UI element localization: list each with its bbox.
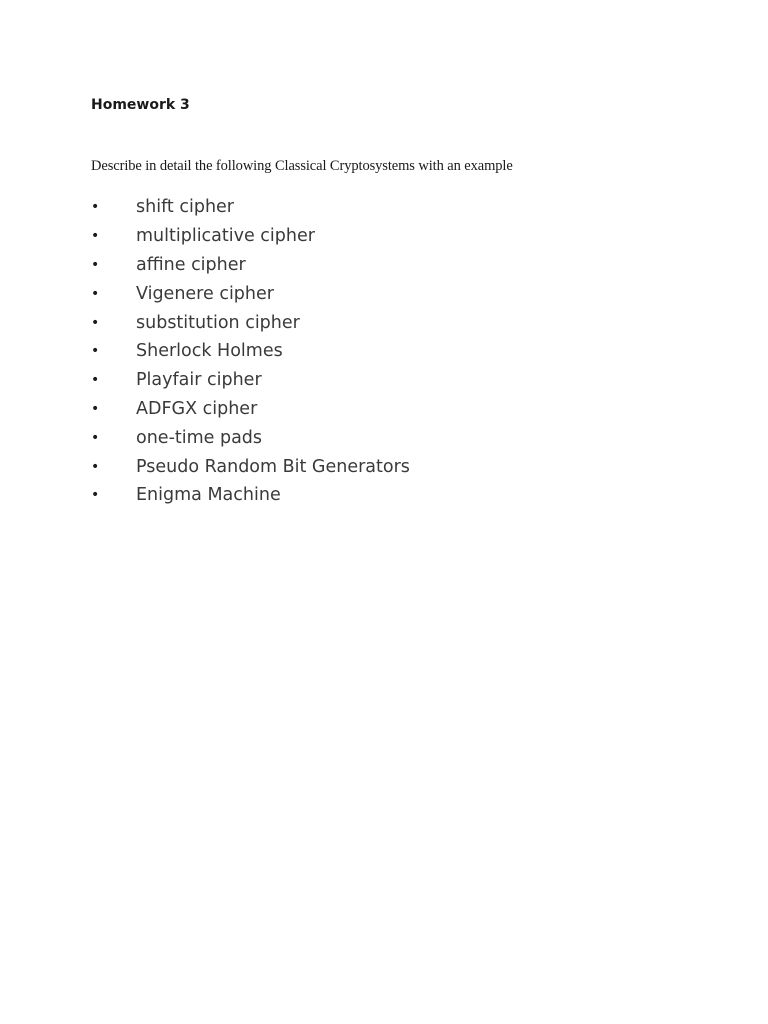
topic-label: substitution cipher [136, 312, 300, 333]
list-item [91, 481, 410, 510]
bullet-icon: • [91, 400, 100, 417]
list-item [91, 337, 410, 366]
topic-label: multiplicative cipher [136, 226, 315, 247]
bullet-icon: • [91, 228, 100, 245]
list-item [91, 452, 410, 481]
topic-list [91, 193, 410, 510]
topic-label: Playfair cipher [136, 370, 262, 391]
bullet-icon: • [91, 487, 100, 504]
assignment-instruction: Describe in detail the following Classical Cryptosystems with an example [91, 158, 513, 174]
topic-label: ADFGX cipher [136, 398, 258, 419]
list-item [91, 308, 410, 337]
list-item [91, 251, 410, 280]
bullet-icon: • [91, 458, 100, 475]
page-title: Homework 3 [91, 97, 190, 113]
bullet-icon: • [91, 429, 100, 446]
list-item [91, 193, 410, 222]
bullet-icon: • [91, 372, 100, 389]
bullet-icon: • [91, 285, 100, 302]
topic-label: Vigenere cipher [136, 283, 274, 304]
bullet-icon: • [91, 314, 100, 331]
topic-label: affine cipher [136, 254, 246, 275]
list-item [91, 279, 410, 308]
bullet-icon: • [91, 199, 100, 216]
list-item [91, 423, 410, 452]
topic-label: Pseudo Random Bit Generators [136, 456, 410, 477]
topic-label: shift cipher [136, 197, 234, 218]
bullet-icon: • [91, 343, 100, 360]
list-item [91, 366, 410, 395]
bullet-icon: • [91, 256, 100, 273]
topic-label: Sherlock Holmes [136, 341, 283, 362]
topic-label: Enigma Machine [136, 485, 281, 506]
list-item [91, 222, 410, 251]
topic-label: one-time pads [136, 427, 263, 448]
list-item [91, 395, 410, 424]
